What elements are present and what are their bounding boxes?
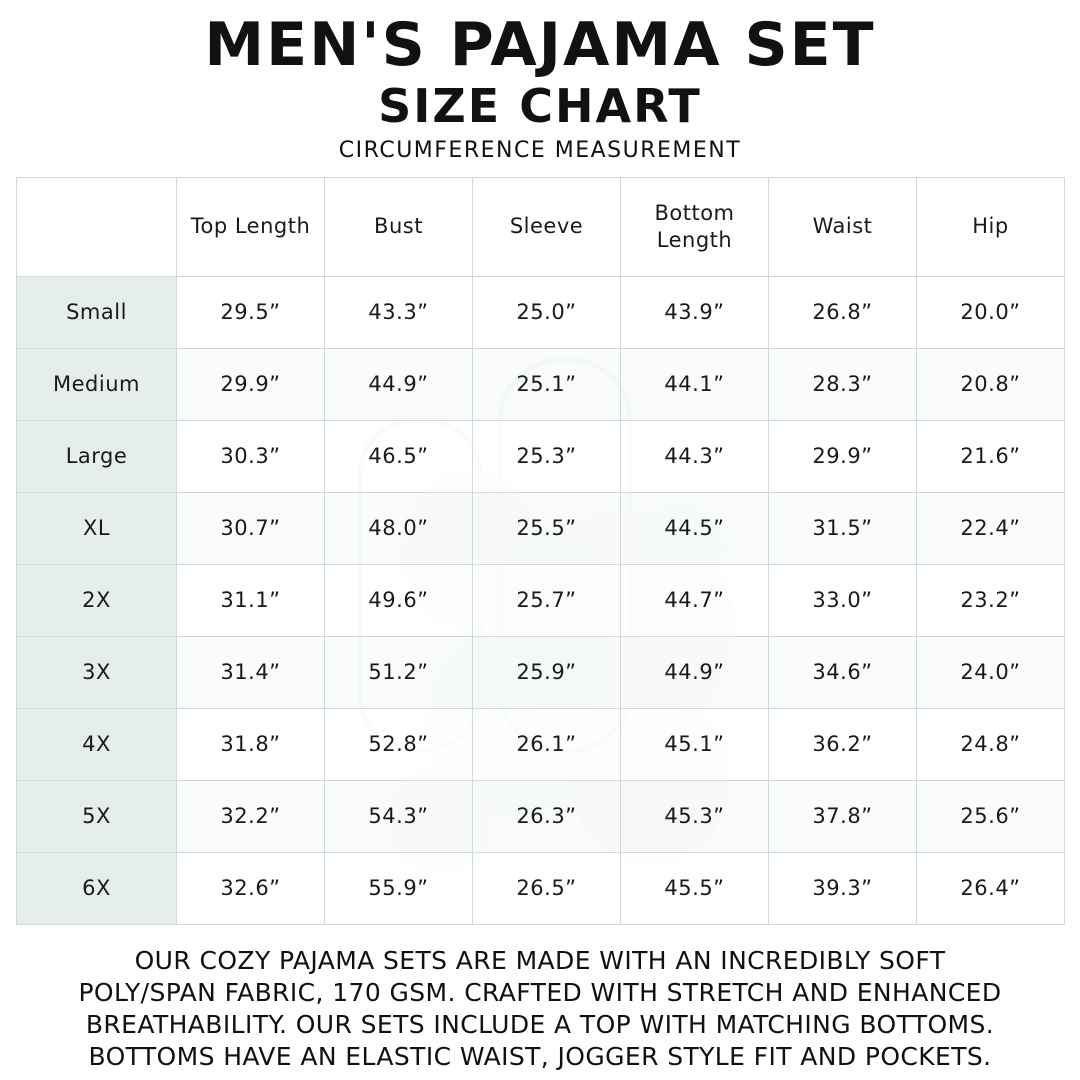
- cell-4x-hip: 24.8”: [917, 708, 1065, 780]
- cell-xl-bust: 48.0”: [325, 492, 473, 564]
- row-label-small: Small: [17, 276, 177, 348]
- column-header-bust: Bust: [325, 177, 473, 276]
- column-header-top-length: Top Length: [177, 177, 325, 276]
- cell-2x-waist: 33.0”: [769, 564, 917, 636]
- cell-small-bottom-length: 43.9”: [621, 276, 769, 348]
- cell-small-waist: 26.8”: [769, 276, 917, 348]
- cell-xl-sleeve: 25.5”: [473, 492, 621, 564]
- cell-large-bottom-length: 44.3”: [621, 420, 769, 492]
- cell-medium-top-length: 29.9”: [177, 348, 325, 420]
- row-label-xl: XL: [17, 492, 177, 564]
- cell-6x-top-length: 32.6”: [177, 852, 325, 924]
- cell-xl-waist: 31.5”: [769, 492, 917, 564]
- cell-5x-bust: 54.3”: [325, 780, 473, 852]
- cell-3x-sleeve: 25.9”: [473, 636, 621, 708]
- row-label-large: Large: [17, 420, 177, 492]
- cell-2x-top-length: 31.1”: [177, 564, 325, 636]
- cell-2x-bottom-length: 44.7”: [621, 564, 769, 636]
- cell-6x-waist: 39.3”: [769, 852, 917, 924]
- measurement-note: CIRCUMFERENCE MEASUREMENT: [338, 137, 742, 163]
- table-body: [17, 276, 1065, 924]
- cell-4x-bottom-length: 45.1”: [621, 708, 769, 780]
- cell-large-bust: 46.5”: [325, 420, 473, 492]
- cell-2x-bust: 49.6”: [325, 564, 473, 636]
- cell-xl-top-length: 30.7”: [177, 492, 325, 564]
- cell-4x-bust: 52.8”: [325, 708, 473, 780]
- cell-6x-hip: 26.4”: [917, 852, 1065, 924]
- cell-3x-top-length: 31.4”: [177, 636, 325, 708]
- cell-4x-sleeve: 26.1”: [473, 708, 621, 780]
- row-label-6x: 6X: [17, 852, 177, 924]
- cell-large-sleeve: 25.3”: [473, 420, 621, 492]
- table-row: [17, 852, 1065, 924]
- description-line-3: BREATHABILITY. OUR SETS INCLUDE A TOP WITH MATCHING BOTTOMS.: [85, 1009, 995, 1039]
- cell-medium-bust: 44.9”: [325, 348, 473, 420]
- row-label-5x: 5X: [17, 780, 177, 852]
- column-header-waist: Waist: [769, 177, 917, 276]
- cell-small-hip: 20.0”: [917, 276, 1065, 348]
- cell-medium-hip: 20.8”: [917, 348, 1065, 420]
- page-subtitle: SIZE CHART: [378, 79, 702, 133]
- table-corner-cell: [17, 177, 177, 276]
- description-line-4: BOTTOMS HAVE AN ELASTIC WAIST, JOGGER STYLE FIT AND POCKETS.: [88, 1041, 992, 1071]
- cell-small-sleeve: 25.0”: [473, 276, 621, 348]
- cell-6x-bust: 55.9”: [325, 852, 473, 924]
- cell-5x-hip: 25.6”: [917, 780, 1065, 852]
- cell-3x-bust: 51.2”: [325, 636, 473, 708]
- description-line-1: OUR COZY PAJAMA SETS ARE MADE WITH AN INCREDIBLY SOFT: [134, 945, 946, 975]
- table-row: [17, 780, 1065, 852]
- product-description: [14, 945, 1066, 1073]
- table-header: [17, 177, 1065, 276]
- row-label-3x: 3X: [17, 636, 177, 708]
- cell-5x-top-length: 32.2”: [177, 780, 325, 852]
- cell-5x-waist: 37.8”: [769, 780, 917, 852]
- cell-medium-sleeve: 25.1”: [473, 348, 621, 420]
- row-label-4x: 4X: [17, 708, 177, 780]
- table-row: [17, 708, 1065, 780]
- table-row: [17, 348, 1065, 420]
- header-block: [0, 0, 1080, 163]
- cell-medium-waist: 28.3”: [769, 348, 917, 420]
- cell-3x-bottom-length: 44.9”: [621, 636, 769, 708]
- cell-6x-bottom-length: 45.5”: [621, 852, 769, 924]
- table-row: [17, 276, 1065, 348]
- row-label-2x: 2X: [17, 564, 177, 636]
- cell-5x-bottom-length: 45.3”: [621, 780, 769, 852]
- cell-medium-bottom-length: 44.1”: [621, 348, 769, 420]
- size-chart-table: [16, 177, 1065, 925]
- page-title: MEN'S PAJAMA SET: [204, 10, 876, 80]
- cell-large-top-length: 30.3”: [177, 420, 325, 492]
- cell-xl-bottom-length: 44.5”: [621, 492, 769, 564]
- cell-3x-waist: 34.6”: [769, 636, 917, 708]
- table-row: [17, 564, 1065, 636]
- cell-xl-hip: 22.4”: [917, 492, 1065, 564]
- table-header-row: [17, 177, 1065, 276]
- cell-4x-waist: 36.2”: [769, 708, 917, 780]
- column-header-bottom-length: Bottom Length: [621, 177, 769, 276]
- cell-3x-hip: 24.0”: [917, 636, 1065, 708]
- cell-5x-sleeve: 26.3”: [473, 780, 621, 852]
- table-row: [17, 420, 1065, 492]
- cell-large-hip: 21.6”: [917, 420, 1065, 492]
- cell-small-top-length: 29.5”: [177, 276, 325, 348]
- column-header-sleeve: Sleeve: [473, 177, 621, 276]
- column-header-hip: Hip: [917, 177, 1065, 276]
- description-line-2: POLY/SPAN FABRIC, 170 GSM. CRAFTED WITH STRETCH AND ENHANCED: [78, 977, 1002, 1007]
- cell-2x-sleeve: 25.7”: [473, 564, 621, 636]
- cell-4x-top-length: 31.8”: [177, 708, 325, 780]
- table-row: [17, 636, 1065, 708]
- cell-2x-hip: 23.2”: [917, 564, 1065, 636]
- cell-small-bust: 43.3”: [325, 276, 473, 348]
- size-chart-table-wrapper: [16, 177, 1064, 925]
- cell-6x-sleeve: 26.5”: [473, 852, 621, 924]
- row-label-medium: Medium: [17, 348, 177, 420]
- cell-large-waist: 29.9”: [769, 420, 917, 492]
- table-row: [17, 492, 1065, 564]
